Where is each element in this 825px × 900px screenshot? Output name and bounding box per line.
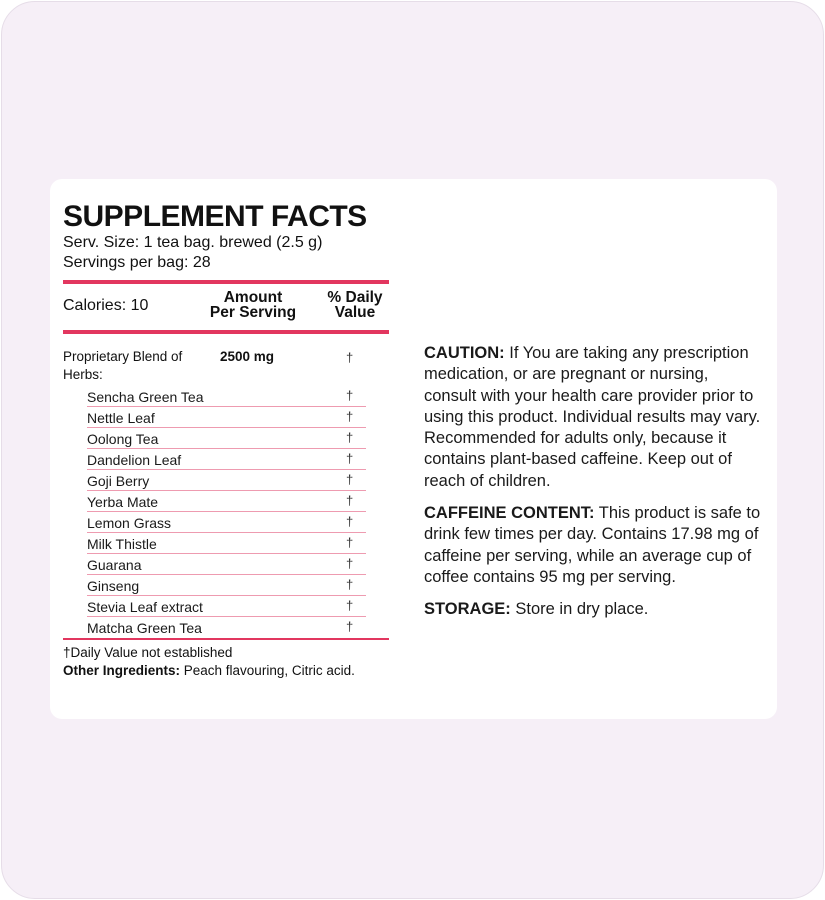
dagger-mark: † bbox=[346, 472, 354, 487]
caution-text: If You are taking any prescription medication, or are pregnant or nursing, consult with your health care provider prior to using this product. Individual results may vary. Recommended for adults only, because it contains plant-based caffeine. Keep out of reach of children. bbox=[424, 344, 761, 490]
label-notes bbox=[424, 343, 764, 632]
dagger-mark: † bbox=[346, 409, 354, 424]
calories: Calories: 10 bbox=[63, 297, 149, 314]
herb-row bbox=[87, 575, 366, 596]
herb-row bbox=[87, 533, 366, 554]
dagger-mark: † bbox=[346, 619, 354, 634]
dagger-mark: † bbox=[346, 577, 354, 592]
herb-row bbox=[87, 407, 366, 428]
amount-header-line1: Amount bbox=[223, 289, 283, 306]
herb-name: Nettle Leaf bbox=[87, 410, 155, 426]
storage-text: Store in dry place. bbox=[510, 600, 649, 619]
herb-name: Lemon Grass bbox=[87, 515, 172, 531]
herb-name: Guarana bbox=[87, 557, 142, 573]
herb-row bbox=[87, 617, 366, 637]
caffeine-text: This product is safe to drink few times per day. Contains 17.98 mg of caffeine per serving, while an average cup of coffee contains 95 mg per serving. bbox=[424, 504, 761, 586]
herb-name: Sencha Green Tea bbox=[87, 389, 204, 405]
herb-name: Yerba Mate bbox=[87, 494, 159, 510]
dagger-mark: † bbox=[346, 451, 354, 466]
blend-label: Proprietary Blend of Herbs: bbox=[63, 349, 183, 382]
caution-label: CAUTION: bbox=[424, 344, 505, 362]
herb-name: Goji Berry bbox=[87, 473, 150, 489]
herb-row bbox=[87, 491, 366, 512]
dagger-mark: † bbox=[346, 350, 354, 365]
amount-header-line2: Per Serving bbox=[209, 304, 297, 321]
herb-name: Dandelion Leaf bbox=[87, 452, 182, 468]
dagger-mark: † bbox=[346, 556, 354, 571]
divider-bottom bbox=[63, 638, 389, 640]
other-ingredients-value: Peach flavouring, Citric acid. bbox=[180, 663, 355, 678]
facts-title: SUPPLEMENT FACTS bbox=[63, 200, 367, 233]
amount-header bbox=[203, 290, 303, 320]
dagger-mark: † bbox=[346, 598, 354, 613]
herb-row bbox=[87, 470, 366, 491]
dagger-mark: † bbox=[346, 535, 354, 550]
herb-name: Matcha Green Tea bbox=[87, 620, 202, 636]
herb-row bbox=[87, 554, 366, 575]
daily-value-header bbox=[318, 290, 392, 320]
herb-name: Oolong Tea bbox=[87, 431, 159, 447]
daily-value-header-line1: % Daily bbox=[327, 289, 383, 306]
dagger-mark: † bbox=[346, 430, 354, 445]
daily-value-footnote: †Daily Value not established bbox=[63, 645, 233, 660]
dagger-mark: † bbox=[346, 493, 354, 508]
herb-name: Milk Thistle bbox=[87, 536, 157, 552]
blend-row bbox=[63, 334, 390, 386]
herb-list bbox=[87, 386, 366, 637]
daily-value-header-line2: Value bbox=[334, 304, 376, 321]
servings-per-bag: Servings per bag: 28 bbox=[63, 254, 211, 271]
caffeine-note bbox=[424, 503, 764, 588]
dagger-mark: † bbox=[346, 514, 354, 529]
label-card bbox=[50, 179, 777, 719]
herb-name: Ginseng bbox=[87, 578, 140, 594]
facts-header-row bbox=[63, 284, 390, 330]
serving-size: Serv. Size: 1 tea bag. brewed (2.5 g) bbox=[63, 234, 323, 251]
caffeine-label: CAFFEINE CONTENT: bbox=[424, 504, 595, 523]
dagger-mark: † bbox=[346, 388, 354, 403]
herb-row bbox=[87, 512, 366, 533]
herb-row bbox=[87, 449, 366, 470]
blend-amount: 2500 mg bbox=[220, 349, 275, 364]
herb-row bbox=[87, 428, 366, 449]
other-ingredients bbox=[63, 662, 390, 680]
supplement-facts-panel bbox=[63, 201, 390, 680]
herb-row bbox=[87, 596, 366, 617]
caution-note bbox=[424, 343, 764, 492]
other-ingredients-label: Other Ingredients: bbox=[63, 663, 181, 678]
herb-name: Stevia Leaf extract bbox=[87, 599, 203, 615]
herb-row bbox=[87, 386, 366, 407]
storage-label: STORAGE: bbox=[424, 600, 511, 619]
storage-note bbox=[424, 599, 764, 620]
